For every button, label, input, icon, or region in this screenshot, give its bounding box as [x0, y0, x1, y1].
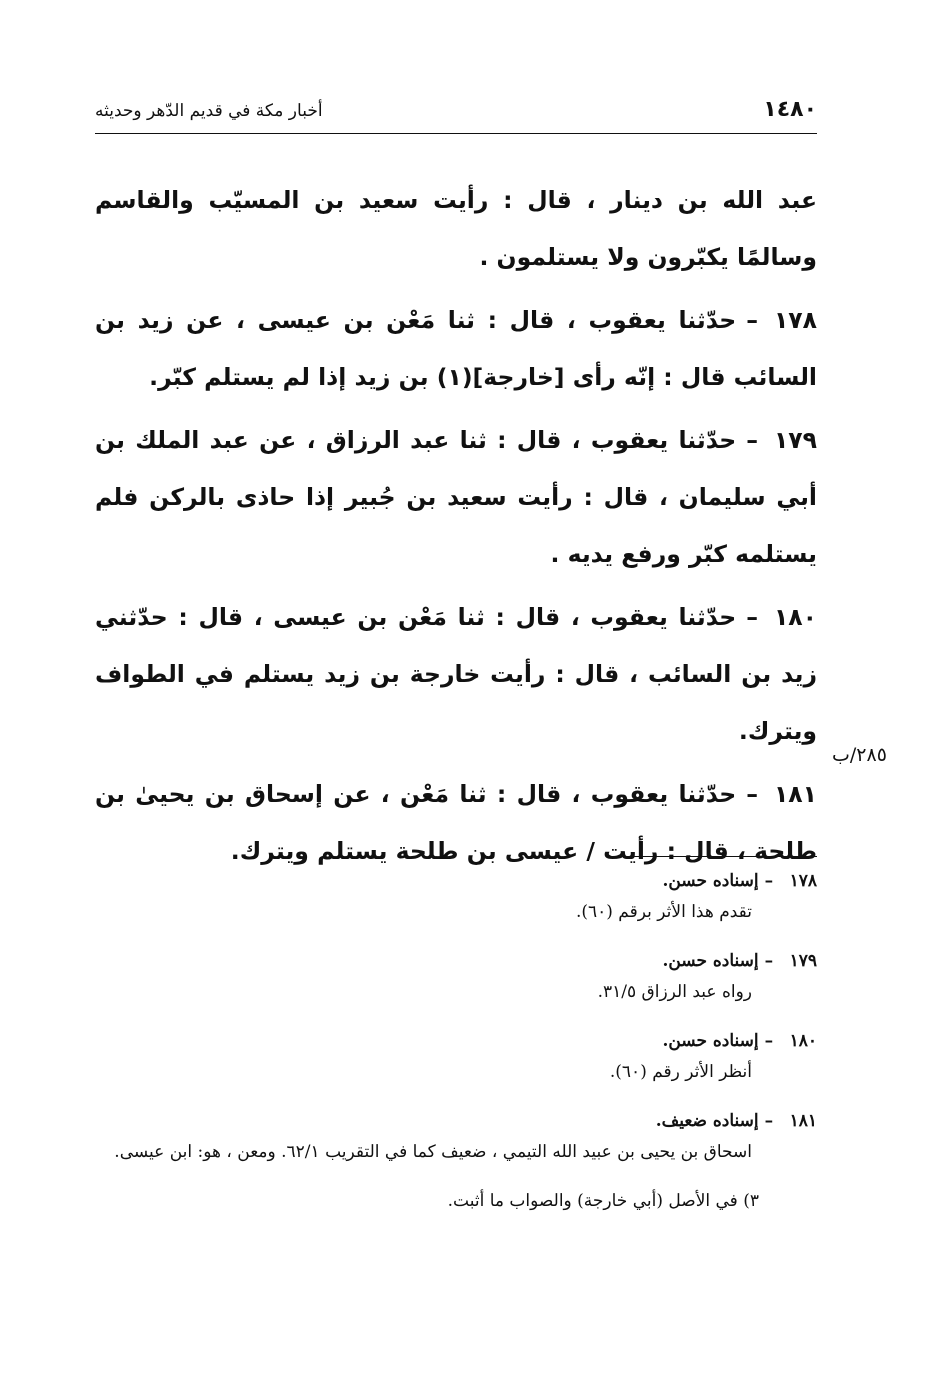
footnote-dash: –: [764, 871, 774, 891]
footnote-grade: إسناده حسن.: [662, 951, 759, 971]
footnote-181: [95, 1106, 817, 1168]
footnote-grade: إسناده ضعيف.: [655, 1111, 759, 1131]
editor-note: ٣) في الأصل (أبي خارجة) والصواب ما أثبت.: [447, 1191, 759, 1211]
footnote-dash: –: [764, 1111, 774, 1131]
footnote-body: أنظر الأثر رقم (٦٠).: [609, 1062, 752, 1082]
footnote-178: [95, 866, 817, 928]
hadith-paragraph-179: [95, 412, 817, 583]
hadith-number: ١٧٩: [773, 426, 817, 454]
footnote-dash: –: [764, 951, 774, 971]
footnote-180: [95, 1026, 817, 1088]
hadith-paragraph-178: [95, 292, 817, 406]
footnote-grade: إسناده حسن.: [662, 1031, 759, 1051]
footnote-number: ١٨١: [789, 1111, 817, 1131]
footnote-dash: –: [764, 1031, 774, 1051]
footnote-body: تقدم هذا الأثر برقم (٦٠).: [575, 902, 752, 922]
hadith-text: حدّثنا يعقوب ، قال : ثنا عبد الرزاق ، عن عبد الملك بن أبي سليمان ، قال : رأيت سعيد بن جُبير إذا حاذى بالركن فلم يستلمه كبّر ورفع يديه .: [95, 426, 817, 568]
footnote-number: ١٧٨: [789, 871, 817, 891]
footnote-body: رواه عبد الرزاق ٣١/٥.: [597, 982, 752, 1002]
continuation-paragraph: عبد الله بن دينار ، قال : رأيت سعيد بن المسيّب والقاسم وسالمًا يكبّرون ولا يستلمون .: [95, 186, 817, 271]
footnote-179: [95, 946, 817, 1008]
dash: –: [746, 306, 758, 334]
hadith-text: حدّثنا يعقوب ، قال : ثنا مَعْن بن عيسى ، عن زيد بن السائب قال : إنّه رأى [خارجة](١) بن زيد إذا لم يستلم كبّر.: [95, 306, 817, 391]
hadith-paragraph-181: [95, 766, 817, 880]
hadith-number: ١٧٨: [773, 306, 817, 334]
hadith-paragraph-180: [95, 589, 817, 760]
hadith-text: حدّثنا يعقوب ، قال : ثنا مَعْن ، عن إسحاق بن يحيىٰ بن طلحة ، قال : رأيت / عيسى بن طلحة يستلم ويترك.: [95, 780, 817, 865]
page-number: ١٤٨٠: [763, 97, 817, 122]
main-text: [95, 172, 817, 886]
hadith-text: حدّثنا يعقوب ، قال : ثنا مَعْن بن عيسى ، قال : حدّثني زيد بن السائب ، قال : رأيت خارجة بن زيد يستلم في الطواف ويترك.: [95, 603, 817, 745]
footnote-grade: إسناده حسن.: [662, 871, 759, 891]
dash: –: [746, 426, 758, 454]
page-header: [95, 95, 817, 134]
dash: –: [746, 780, 758, 808]
footnote-body: اسحاق بن يحيى بن عبيد الله التيمي ، ضعيف كما في التقريب ٦٢/١. ومعن ، هو: ابن عيسى.: [114, 1142, 752, 1162]
footnote-number: ١٧٩: [789, 951, 817, 971]
running-title: أخبار مكة في قديم الدّهر وحديثه: [95, 101, 323, 121]
manuscript-folio-marker: ٢٨٥/ب: [832, 744, 887, 766]
footnotes: [95, 866, 817, 1216]
footnote-number: ١٨٠: [789, 1031, 817, 1051]
hadith-number: ١٨١: [773, 780, 817, 808]
dash: –: [746, 603, 758, 631]
hadith-number: ١٨٠: [773, 603, 817, 631]
footnote-divider: [625, 856, 817, 857]
